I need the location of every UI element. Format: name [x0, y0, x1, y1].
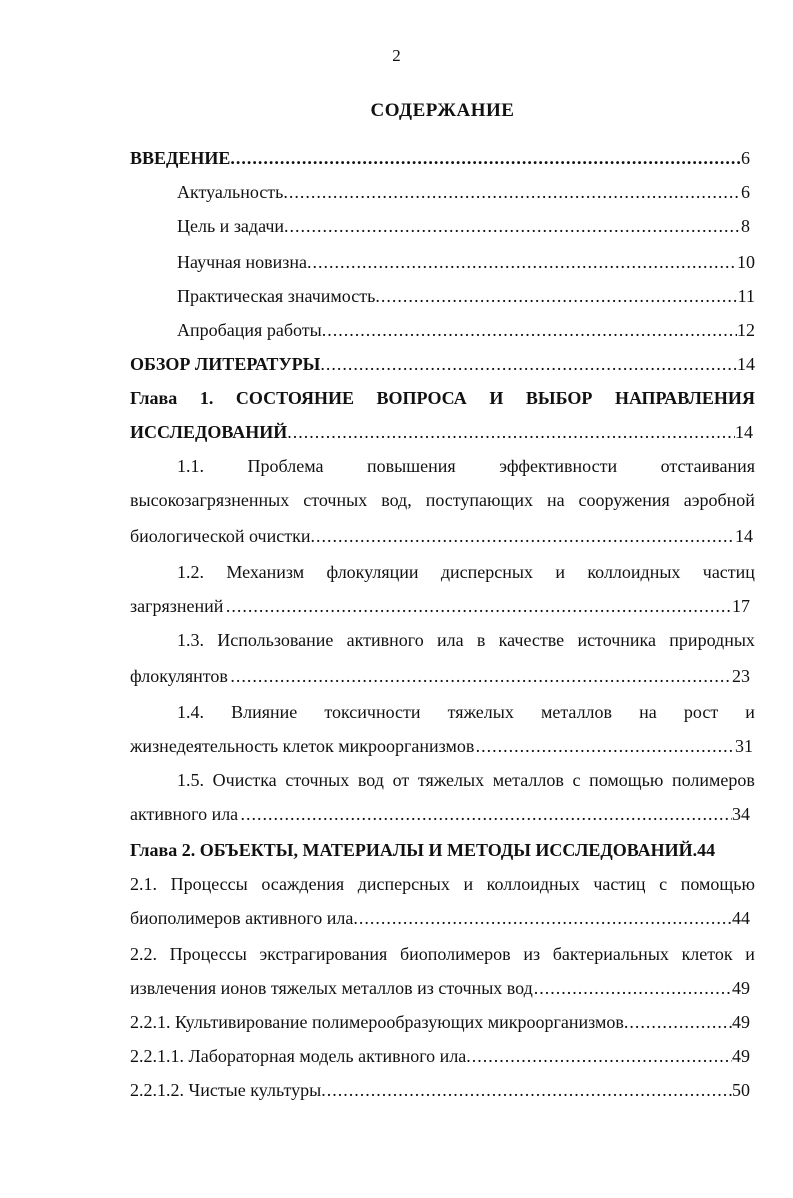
word: биополимеров [399, 944, 511, 964]
toc-entry-literature-review[interactable] [130, 352, 755, 376]
word: экстрагирования [259, 944, 388, 964]
toc-entry-page: 49 [732, 1012, 750, 1032]
word: Проблема [247, 456, 324, 476]
toc-entry-approbation[interactable] [177, 318, 755, 342]
toc-section-1-4-line1[interactable] [177, 700, 755, 724]
word: дисперсных [440, 562, 534, 582]
toc-entry-text: извлечения ионов тяжелых металлов из сточных вод [130, 978, 533, 998]
toc-section-1-5-line2[interactable] [130, 802, 750, 826]
word: на [546, 490, 565, 510]
word: Глава [130, 388, 178, 408]
word: осаждения [261, 874, 345, 894]
word: поступающих [425, 490, 533, 510]
word: токсичности [324, 702, 421, 722]
toc-section-2-2-line1[interactable] [130, 942, 755, 966]
word: тяжелых [417, 770, 485, 790]
toc-entry-page: 14 [735, 422, 753, 442]
toc-section-2-2-1-1[interactable] [130, 1044, 750, 1068]
toc-section-1-3-line2[interactable] [130, 664, 750, 688]
word: полимеров [671, 770, 755, 790]
toc-section-1-1-line3[interactable] [130, 524, 753, 548]
toc-entry-text: ОБЗОР ЛИТЕРАТУРЫ [130, 354, 321, 374]
toc-chapter-2[interactable] [130, 838, 750, 862]
toc-entry-text: Глава 2. ОБЪЕКТЫ, МАТЕРИАЛЫ И МЕТОДЫ ИССЛЕДОВАНИЙ. [130, 840, 698, 860]
word: рост [683, 702, 719, 722]
word: повышения [367, 456, 456, 476]
word: отстаивания [660, 456, 755, 476]
word: от [392, 770, 410, 790]
word: на [639, 702, 657, 722]
toc-entry-text: 2.2.1. Культивирование полимерообразующих микроорганизмов [130, 1012, 624, 1032]
toc-section-1-1-line2[interactable] [130, 488, 755, 512]
word: высокозагрязненных [130, 490, 290, 510]
word: металлов [540, 702, 613, 722]
word: бактериальных [552, 944, 669, 964]
word: частиц [593, 874, 646, 894]
word: ила [437, 630, 464, 650]
word: 1.5. [177, 770, 204, 790]
word: частиц [702, 562, 755, 582]
word: и [555, 562, 565, 582]
page-number: 2 [392, 46, 401, 65]
word: СОСТОЯНИЕ [235, 388, 354, 408]
toc-entry-page: 31 [735, 736, 753, 756]
word: и [745, 702, 755, 722]
toc-section-1-4-line2[interactable] [130, 734, 753, 758]
toc-entry-text: Апробация работы [177, 320, 322, 340]
word: 1.4. [177, 702, 204, 722]
toc-entry-text: биологической очистки [130, 526, 311, 546]
word: сточных [285, 770, 350, 790]
toc-entry-text: Практическая значимость [177, 286, 376, 306]
word: вод, [381, 490, 412, 510]
toc-entry-page: 17 [732, 596, 750, 616]
toc-section-1-2-line1[interactable] [177, 560, 755, 584]
word: помощью [680, 874, 755, 894]
word: сооружения [578, 490, 670, 510]
toc-entry-text: флокулянтов [130, 666, 228, 686]
word: источника [577, 630, 657, 650]
toc-entry-page: 50 [732, 1080, 750, 1100]
toc-entry-text: загрязнений [130, 596, 224, 616]
toc-entry-text: Актуальность [177, 182, 284, 202]
toc-entry-text: Цель и задачи [177, 216, 285, 236]
toc-entry-text: 2.2.1.2. Чистые культуры [130, 1080, 322, 1100]
toc-entry-page: 44 [732, 908, 750, 928]
word: эффективности [499, 456, 618, 476]
word: дисперсных [357, 874, 450, 894]
word: 2.1. [130, 874, 157, 894]
word: с [572, 770, 581, 790]
toc-entry-page: 12 [737, 320, 755, 340]
toc-section-2-2-1-2[interactable] [130, 1078, 750, 1102]
word: качестве [498, 630, 565, 650]
toc-entry-text: 2.2.1.1. Лабораторная модель активного ила [130, 1046, 467, 1066]
toc-entry-page: 14 [737, 354, 755, 374]
word: 1.3. [177, 630, 204, 650]
word: Процессы [169, 944, 247, 964]
toc-entry-page: 34 [732, 804, 750, 824]
toc-entry-page: 11 [737, 286, 755, 306]
word: 1.2. [177, 562, 204, 582]
word: и [463, 874, 474, 894]
toc-entry-page: 8 [741, 216, 750, 236]
toc-entry-page: 14 [735, 526, 753, 546]
toc-chapter-1-line1[interactable] [130, 386, 755, 410]
toc-section-2-1-line1[interactable] [130, 872, 755, 896]
toc-section-1-2-line2[interactable] [130, 594, 750, 618]
toc-entry-text: жизнедеятельность клеток микроорганизмов [130, 736, 475, 756]
word: Влияние [231, 702, 298, 722]
word: помощью [589, 770, 664, 790]
toc-entry-text: ВВЕДЕНИЕ [130, 148, 231, 168]
word: 1.1. [177, 456, 204, 476]
toc-section-2-1-line2[interactable] [130, 906, 750, 930]
word: из [523, 944, 541, 964]
toc-entry-page: 6 [741, 182, 750, 202]
word: аэробной [683, 490, 755, 510]
toc-entry-introduction[interactable] [130, 146, 750, 170]
word: активного [346, 630, 424, 650]
word: и [745, 944, 755, 964]
word: 1. [199, 388, 214, 408]
word: вод [357, 770, 384, 790]
toc-title: СОДЕРЖАНИЕ [370, 100, 515, 121]
toc-section-1-5-line1[interactable] [177, 768, 755, 792]
toc-entry-relevance[interactable] [177, 180, 750, 204]
word: сточных [303, 490, 368, 510]
toc-entry-page: 23 [732, 666, 750, 686]
toc-entry-page: 49 [732, 1046, 750, 1066]
word: коллоидных [587, 562, 681, 582]
word: Использование [217, 630, 334, 650]
word: коллоидных [486, 874, 580, 894]
word: И [489, 388, 504, 408]
toc-entry-page: 6 [741, 148, 750, 168]
word: Процессы [170, 874, 248, 894]
toc-entry-page: 49 [732, 978, 750, 998]
toc-entry-text: биополимеров активного ила [130, 908, 354, 928]
toc-chapter-1-line2[interactable] [130, 420, 753, 444]
toc-section-1-3-line1[interactable] [177, 628, 755, 652]
word: природных [669, 630, 755, 650]
word: клеток [681, 944, 733, 964]
word: тяжелых [447, 702, 514, 722]
word: в [476, 630, 486, 650]
toc-section-1-1-line1[interactable] [177, 454, 755, 478]
toc-section-2-2-line2[interactable] [130, 976, 750, 1000]
word: флокуляции [326, 562, 419, 582]
toc-entry-page: 10 [737, 252, 755, 272]
toc-entry-novelty[interactable] [177, 250, 755, 274]
word: с [659, 874, 668, 894]
word: металлов [492, 770, 564, 790]
word: ВЫБОР [525, 388, 593, 408]
toc-entry-practical[interactable] [177, 284, 755, 308]
word: Очистка [212, 770, 277, 790]
word: Механизм [226, 562, 305, 582]
toc-entry-text: Научная новизна [177, 252, 308, 272]
toc-entry-goals[interactable] [177, 214, 750, 238]
toc-section-2-2-1[interactable] [130, 1010, 750, 1034]
word: ВОПРОСА [376, 388, 467, 408]
toc-entry-text: активного ила [130, 804, 239, 824]
toc-entry-text: ИССЛЕДОВАНИЙ [130, 422, 288, 442]
toc-entry-page: 44 [697, 840, 716, 860]
word: НАПРАВЛЕНИЯ [614, 388, 755, 408]
word: 2.2. [130, 944, 157, 964]
